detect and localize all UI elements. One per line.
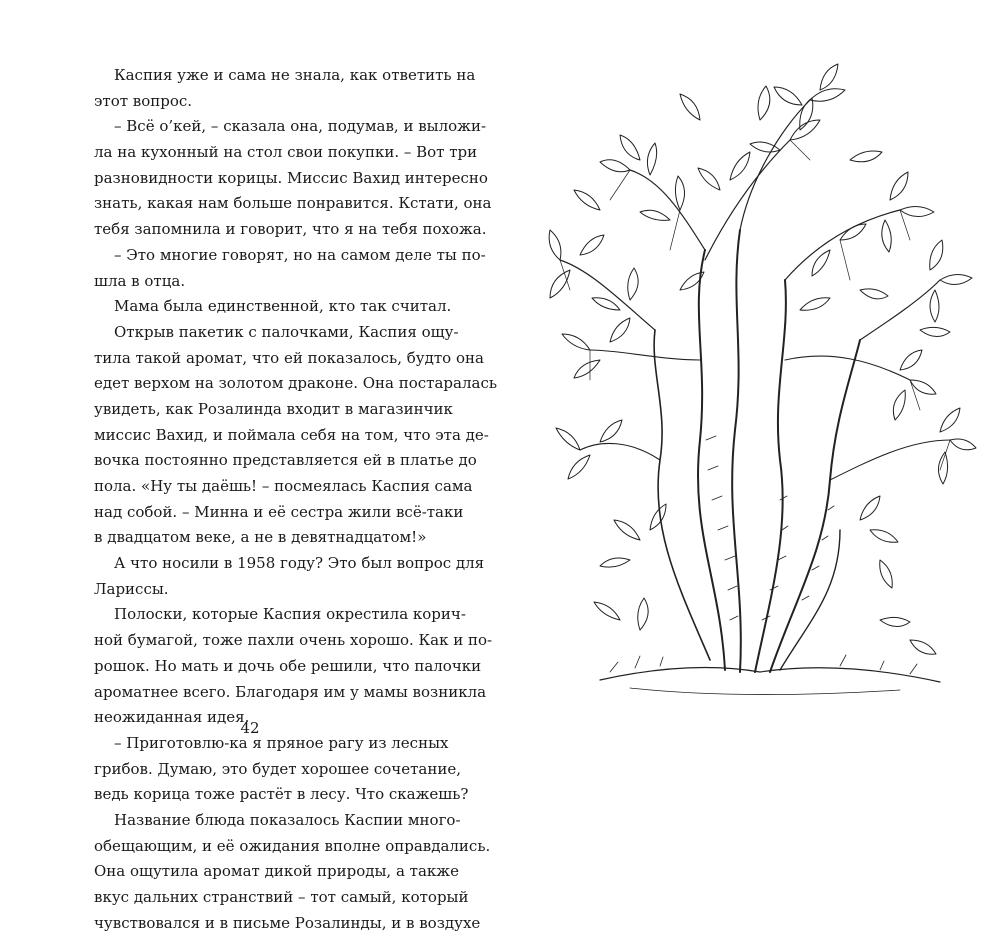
text-line: грибов. Думаю, это будет хорошее сочетание, [94,759,461,778]
tree-illustration-icon [540,60,980,710]
text-line: шла в отца. [94,271,186,290]
body-text [94,63,498,936]
text-line: – Это многие говорят, но на самом деле ты по- [114,245,486,264]
page-number: 42 [240,719,260,737]
text-line: ла на кухонный на стол свои покупки. – Вот три [94,143,478,162]
text-line: ной бумагой, тоже пахли очень хорошо. Как и по- [94,631,493,650]
text-line: увидеть, как Розалинда входит в магазинчик [94,399,453,418]
text-line: в двадцатом веке, а не в девятнадцатом!» [94,528,427,547]
text-line: неожиданная идея. [94,708,250,727]
text-line: миссис Вахид, и поймала себя на том, что эта де- [94,425,489,444]
text-line: А что носили в 1958 году? Это был вопрос для [114,554,485,573]
right-page [500,0,1001,801]
text-line: рошок. Но мать и дочь обе решили, что палочки [94,656,482,675]
text-line: Название блюда показалось Каспии много- [114,810,461,829]
text-line: тила такой аромат, что ей показалось, будто она [94,348,484,367]
text-line: Мама была единственной, кто так считал. [114,297,452,316]
text-line: Полоски, которые Каспия окрестила корич- [114,605,466,624]
text-line: ароматнее всего. Благодаря им у мамы возникла [94,682,487,701]
text-line: вкус дальних странствий – тот самый, который [94,888,469,906]
text-line: ведь корица тоже растёт в лесу. Что скажешь? [94,785,469,804]
text-line: чувствовался и в письме Розалинды, и в воздухе [94,913,481,932]
text-line: Она ощутила аромат дикой природы, а также [94,862,459,881]
text-line: тебя запомнила и говорит, что я на тебя похожа. [94,220,487,239]
text-line: знать, какая нам больше понравится. Кстати, она [94,194,492,213]
text-line: – Приготовлю-ка я пряное рагу из лесных [114,733,449,752]
text-line: едет верхом на золотом драконе. Она постаралась [94,374,498,393]
text-line: Ларисcы. [94,579,169,598]
text-line: этот вопрос. [94,91,193,110]
text-line: пола. «Ну ты даёшь! – посмеялась Каспия сама [94,477,473,495]
text-line: – Всё о’кей, – сказала она, подумав, и выложи- [114,117,487,136]
text-line: над собой. – Минна и её сестра жили всё-таки [94,502,464,521]
text-line: Каспия уже и сама не знала, как ответить на [114,66,476,84]
text-line: вочка постоянно представляется ей в платье до [94,451,477,470]
text-line: Открыв пакетик с палочками, Каспия ощу- [114,322,459,341]
left-page [0,0,500,932]
text-line: обещающим, и её ожидания вполне оправдались. [94,836,491,855]
text-line: разновидности корицы. Миссис Вахид интересно [94,168,488,187]
